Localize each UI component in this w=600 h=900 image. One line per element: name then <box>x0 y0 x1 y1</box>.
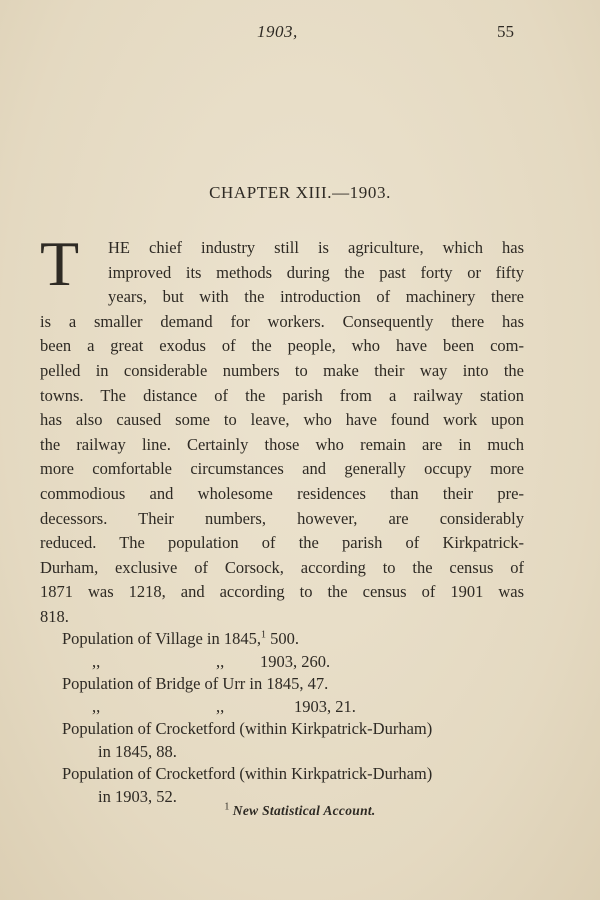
paragraph-line: years, but with the introduction of machinery there <box>108 287 524 307</box>
footnote <box>0 803 600 819</box>
population-text: Population of Village in 1845, <box>62 629 261 648</box>
paragraph-line: improved its methods during the past forty or fifty <box>108 262 524 282</box>
running-head-year: 1903, <box>257 22 298 41</box>
population-crocketford-1903: Population of Crocketford (within Kirkpatrick-Durham) <box>62 764 433 783</box>
paragraph-line: towns. The distance of the parish from a railway station <box>40 385 524 405</box>
population-value: 500. <box>265 629 299 648</box>
body-paragraph <box>40 228 524 630</box>
paragraph-line: has also caused some to leave, who have found work upon <box>40 410 524 430</box>
page-number: 55 <box>497 22 514 41</box>
population-village-1845 <box>62 628 524 651</box>
running-head <box>0 22 600 46</box>
paragraph-line: been a great exodus of the people, who have been com- <box>40 336 524 356</box>
population-crocketford-1845-year: in 1845, 88. <box>98 741 177 761</box>
ditto-mark: ,, <box>92 696 101 716</box>
footnote-marker: 1 <box>224 801 230 813</box>
footnote-reference: 1 <box>260 629 266 641</box>
ditto-mark: ,, <box>92 651 101 671</box>
paragraph-line: more comfortable circumstances and generally occupy more <box>40 459 524 479</box>
population-crocketford-1903-year: in 1903, 52. <box>98 786 177 806</box>
footnote-text: New Statistical Account. <box>232 803 376 818</box>
population-bridge-1903 <box>62 696 524 719</box>
population-bridge-1845: Population of Bridge of Urr in 1845, 47. <box>62 674 329 693</box>
paragraph-line: HE chief industry still is agriculture, which has <box>108 238 524 257</box>
paragraph-line: is a smaller demand for workers. Consequently there has <box>40 311 524 331</box>
paragraph-line: 1871 was 1218, and according to the census of 1901 was <box>40 582 524 602</box>
ditto-mark: ,, <box>216 651 225 671</box>
population-list <box>62 628 524 808</box>
paragraph-line: the railway line. Certainly those who remain are in much <box>40 434 524 454</box>
ditto-mark: ,, <box>216 696 225 716</box>
population-village-1903 <box>62 651 524 674</box>
paragraph-line: decessors. Their numbers, however, are considerably <box>40 508 524 528</box>
chapter-title: CHAPTER XIII.—1903. <box>209 183 391 202</box>
population-text: 1903, 21. <box>294 696 356 716</box>
population-crocketford-1845: Population of Crocketford (within Kirkpatrick-Durham) <box>62 719 433 738</box>
population-text: 1903, 260. <box>260 651 331 671</box>
paragraph-line: 818. <box>40 606 69 626</box>
paragraph-line: commodious and wholesome residences than their pre- <box>40 483 524 503</box>
drop-cap: T <box>40 228 80 299</box>
paragraph-line: Durham, exclusive of Corsock, according to the census of <box>40 557 524 577</box>
paragraph-line: pelled in considerable numbers to make their way into the <box>40 360 524 380</box>
paragraph-line: reduced. The population of the parish of Kirkpatrick- <box>40 533 524 553</box>
